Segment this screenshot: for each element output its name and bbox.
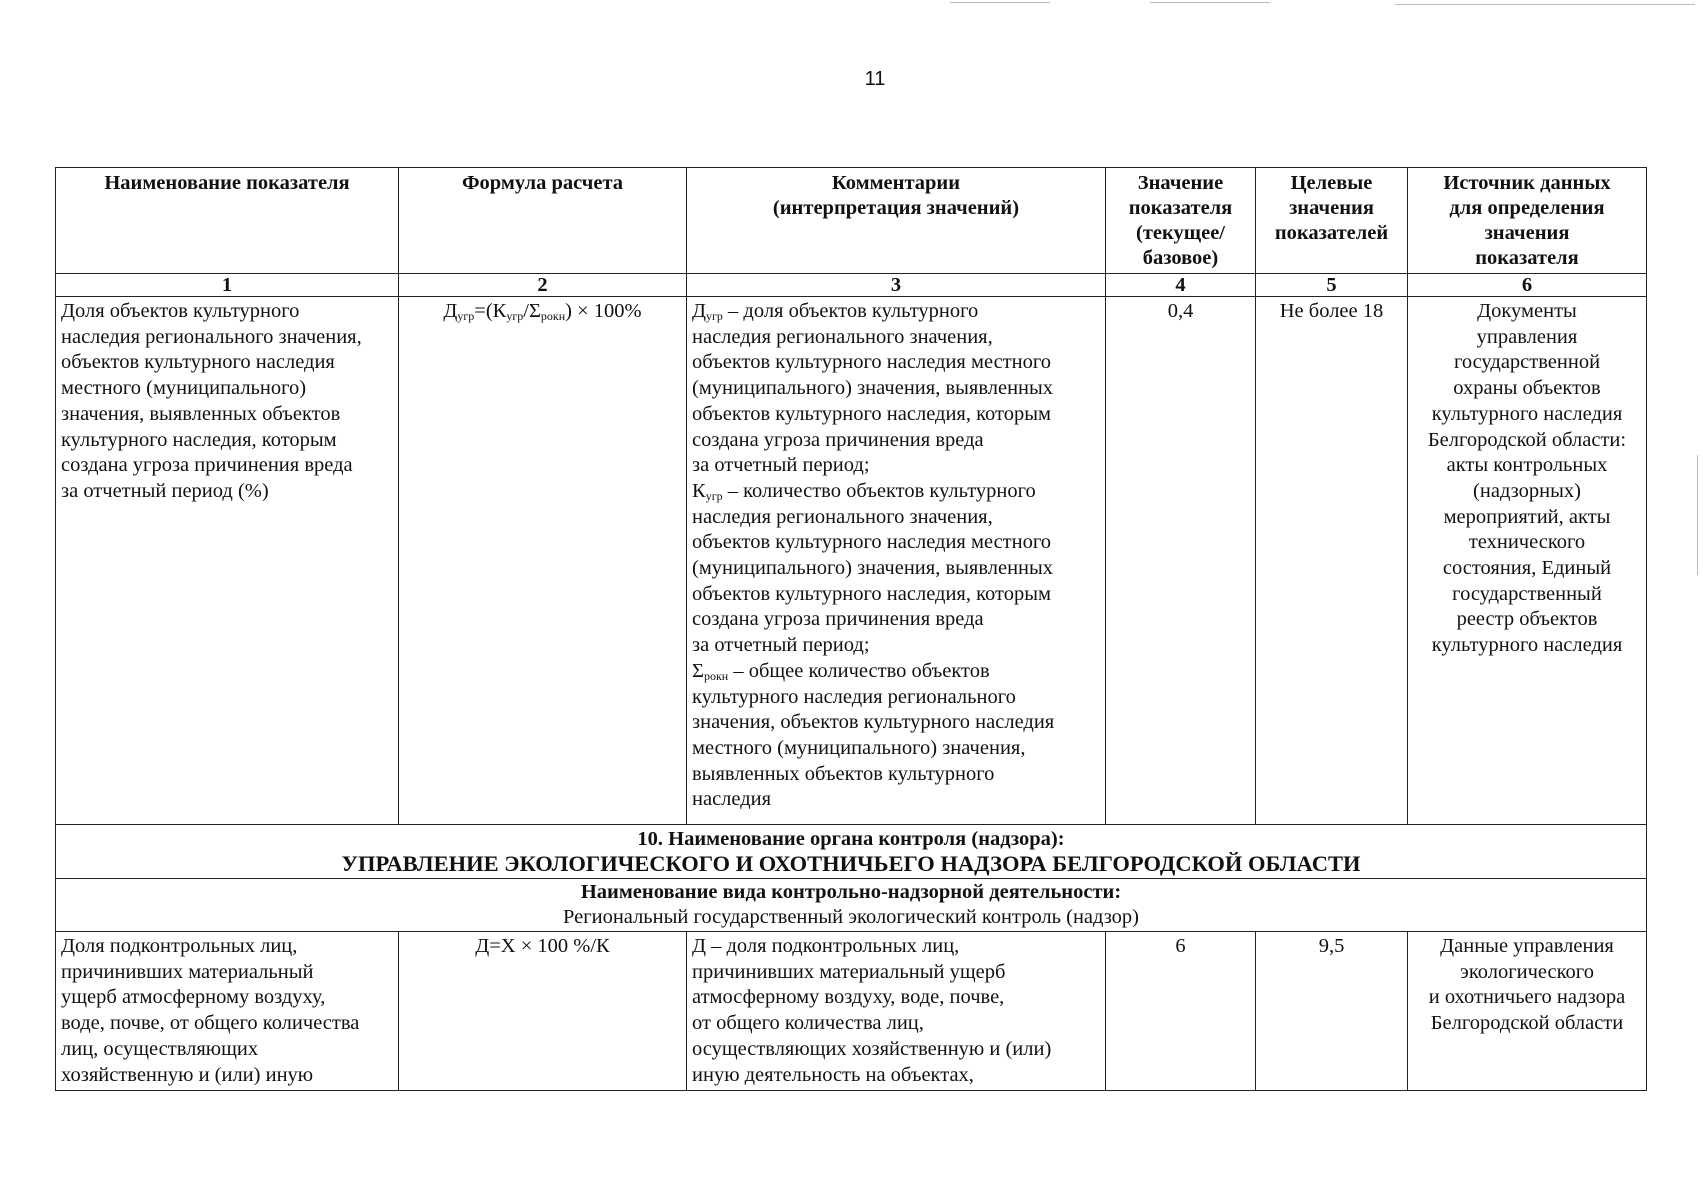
comment-block: $К_{угр}$ – количество объектов культурного наследия регионального значения, объектов культурного наследия местного (муниципального) значения, выявленных объектов культурного наследия, которым создана угроза причинения вреда за отчетный период; [692, 479, 1054, 657]
control-body-heading [56, 825, 1647, 879]
header-source: Источник данных для определения значения показателя [1408, 168, 1647, 274]
header-formula: Формула расчета [399, 168, 687, 274]
formula: $Д_{угр}=(К_{угр}/\Sigma_{рокн}) \times 100\%$ [399, 297, 687, 825]
scan-artifact-line [1150, 2, 1270, 3]
table-row [56, 297, 1647, 825]
indicator-name: Доля объектов культурного наследия регионального значения, объектов культурного наследия местного (муниципального) значения, выявленных объектов культурного наследия, которым создана угроза причинения вреда за отчетный период (%) [56, 297, 399, 825]
header-indicator-name: Наименование показателя [56, 168, 399, 274]
comment [687, 297, 1106, 825]
section-heading-row [56, 825, 1647, 879]
scan-artifact-line [1697, 455, 1698, 575]
indicator-target: Не более 18 [1256, 297, 1408, 825]
header-value: Значение показателя (текущее/ базовое) [1106, 168, 1256, 274]
activity-kind-value: Региональный государственный экологический контроль (надзор) [562, 906, 1140, 928]
column-number: 2 [399, 274, 687, 297]
scan-artifact-line [950, 2, 1050, 3]
indicator-target: 9,5 [1256, 932, 1408, 1091]
formula: Д=Х × 100 %/К [399, 932, 687, 1091]
activity-kind [56, 879, 1647, 932]
column-number-row [56, 274, 1647, 297]
scan-artifact-line [1395, 4, 1695, 5]
table-header-row [56, 168, 1647, 274]
column-number: 1 [56, 274, 399, 297]
indicator-value: 6 [1106, 932, 1256, 1091]
comment-block: $\Sigma_{рокн}$ – общее количество объектов культурного наследия регионального значения, объектов культурного наследия местного (муниципального) значения, выявленных объектов культурного наследия [692, 659, 1055, 811]
header-comments: Комментарии (интерпретация значений) [687, 168, 1106, 274]
page-number: 11 [864, 68, 886, 90]
header-target: Целевые значения показателей [1256, 168, 1408, 274]
comment: Д – доля подконтрольных лиц, причинивших материальный ущерб атмосферному воздуху, воде, почве, от общего количества лиц, осуществляющих хозяйственную и (или) иную деятельность на объектах, [687, 932, 1106, 1091]
indicator-name: Доля подконтрольных лиц, причинивших материальный ущерб атмосферному воздуху, воде, почве, от общего количества лиц, осуществляющих хозяйственную и (или) иную [56, 932, 399, 1091]
column-number: 3 [687, 274, 1106, 297]
data-source: Данные управления экологического и охотничьего надзора Белгородской области [1408, 932, 1647, 1091]
column-number: 5 [1256, 274, 1408, 297]
activity-kind-row [56, 879, 1647, 932]
comment-block: $Д_{угр}$ – доля объектов культурного наследия регионального значения, объектов культурного наследия местного (муниципального) значения, выявленных объектов культурного наследия, которым создана угроза причинения вреда за отчетный период; [692, 300, 1054, 477]
table-row [56, 932, 1647, 1091]
section-title: 10. Наименование органа контроля (надзора): [637, 828, 1065, 850]
control-body-name: УПРАВЛЕНИЕ ЭКОЛОГИЧЕСКОГО И ОХОТНИЧЬЕГО НАДЗОРА БЕЛГОРОДСКОЙ ОБЛАСТИ [341, 851, 1361, 876]
data-source: Документы управления государственной охраны объектов культурного наследия Белгородской области: акты контрольных (надзорных) мероприятий, акты технического состояния, Единый государственный реестр объектов культурного наследия [1408, 297, 1647, 825]
column-number: 6 [1408, 274, 1647, 297]
indicators-table [55, 167, 1647, 1091]
activity-kind-title: Наименование вида контрольно-надзорной деятельности: [580, 881, 1122, 903]
indicator-value: 0,4 [1106, 297, 1256, 825]
column-number: 4 [1106, 274, 1256, 297]
